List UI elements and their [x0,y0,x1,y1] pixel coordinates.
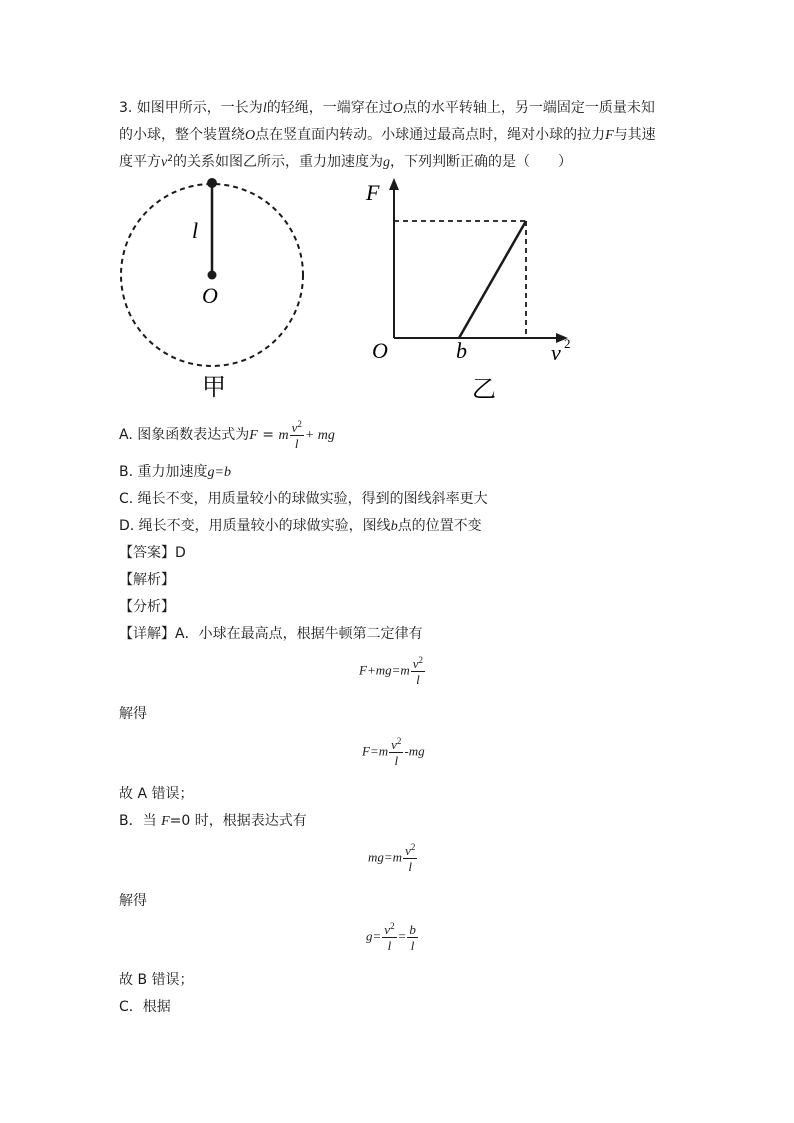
figure-yi [360,172,585,402]
graph-line [459,221,526,338]
var-g: g [382,155,390,170]
pivot-point [208,271,217,280]
superscript: 2 [396,736,402,746]
y-axis-label: F [366,180,380,205]
var-v: v [391,737,397,752]
detail-label: 【详解】 [119,626,175,642]
answer-value: D [175,545,186,561]
line-B [119,811,307,832]
superscript: 2 [390,921,395,931]
x-axis-label-sup: 2 [564,336,571,351]
line-C-text: C．根据 [119,999,171,1015]
fraction-num [411,656,425,672]
option-D [119,516,482,537]
var-O: O [392,101,403,116]
option-B [119,462,231,483]
fraction-num [382,922,396,938]
fraction-den: l [294,435,299,451]
analysis-label-line [119,570,175,590]
eq-left: g= [366,928,382,944]
ball [207,178,217,188]
option-A [119,416,335,454]
eq-right: -mg [404,743,425,759]
fraction-den: l [416,672,420,687]
option-D-text: 点的位置不变 [397,518,482,534]
answer-line [119,543,186,563]
fenxi-label: 【分析】 [119,599,175,615]
fraction [389,737,403,768]
fraction-den: l [394,753,399,768]
jiede-text: 解得 [119,893,147,909]
var-v: v [384,922,391,937]
option-D-text: D. 绳长不变，用质量较小的球做实验，图线 [119,518,391,534]
option-A-text: A. 图象函数表达式为 [119,427,250,443]
equation-1 [359,656,426,687]
fraction [403,843,417,874]
answer-label: 【答案】 [119,545,175,561]
var-v: v [161,155,168,170]
intercept-label: b [456,338,467,363]
fraction [382,922,396,953]
question-text: 的轻绳，一端穿在过 [266,100,393,116]
fraction [290,420,304,451]
line-B-text: B．当 [119,813,162,829]
fraction [411,656,425,687]
option-C-text: C. 绳长不变，用质量较小的球做实验，得到的图线斜率更大 [119,491,488,507]
question-text: 3. 如图甲所示，一长为 [119,100,263,116]
fraction-den: l [387,938,392,953]
var-v: v [291,419,298,435]
var-F: F [161,814,170,829]
eq-left: F+mg=m [359,662,410,678]
y-axis-arrow [389,178,399,190]
superscript: 2 [410,842,416,852]
conclusion-B-text: 故 B 错误； [119,972,194,988]
var-F: F [605,128,614,143]
eq-left: mg=m [368,849,403,865]
eq-left: F=m [362,743,389,759]
fraction-num [389,737,403,753]
var-v: v [412,656,419,671]
var-b: b [390,519,398,534]
var-F: F [249,428,258,443]
question-line-1 [119,98,655,119]
fenxi-label-line [119,597,175,617]
fraction-den: l [408,859,413,874]
question-text: 的小球，整个装置绕 [119,127,245,143]
conclusion-A-text: 故 A 错误； [119,786,194,802]
question-text: ，下列判断正确的是（ ） [389,154,572,170]
option-C [119,489,488,509]
jiede-2 [119,891,147,911]
line-C [119,997,171,1017]
detail-A-line [119,624,423,644]
jiede-text: 解得 [119,706,147,722]
question-text: 度平方 [119,154,161,170]
figure-caption-jia: 甲 [202,375,226,401]
origin-label: O [372,338,388,363]
superscript: 2 [167,154,173,164]
question-line-2 [119,125,656,146]
option-A-tail: + mg [304,428,335,443]
question-text: 点在竖直面内转动。小球通过最高点时，绳对小球的拉力 [255,127,606,143]
question-text: 的关系如图乙所示，重力加速度为 [172,154,383,170]
center-label: O [202,283,218,308]
fraction-num [290,420,304,436]
equation-4 [366,922,419,953]
detail-A-text: A．小球在最高点，根据牛顿第二定律有 [175,626,423,642]
fraction-num [403,843,417,859]
var-O: O [245,128,256,143]
equation-2 [362,737,425,768]
conclusion-B [119,970,194,990]
option-B-text: B. 重力加速度 [119,464,208,480]
option-B-expr: g=b [207,465,231,480]
question-text: 点的水平转轴上，另一端固定一质量未知 [402,100,655,116]
equals-sign: = [397,928,407,944]
var-v: v [405,843,411,858]
equals-sign: = [257,427,279,443]
rod-length-label: l [192,218,199,243]
fraction-den: l [410,938,415,953]
analysis-label: 【解析】 [119,572,175,588]
var-m: m [278,428,289,443]
var-l: l [262,101,267,116]
figure-caption-yi: 乙 [472,377,496,402]
superscript: 2 [418,655,424,665]
fraction [407,922,418,953]
figure-jia [110,170,315,405]
question-text: 与其速 [613,127,656,143]
jiede-1 [119,704,147,724]
equation-3 [368,843,418,874]
line-B-text: =0 时，根据表达式有 [169,813,307,829]
conclusion-A [119,784,193,804]
fraction-num: b [409,922,416,937]
superscript: 2 [297,418,302,429]
x-axis-label: v [551,340,561,365]
